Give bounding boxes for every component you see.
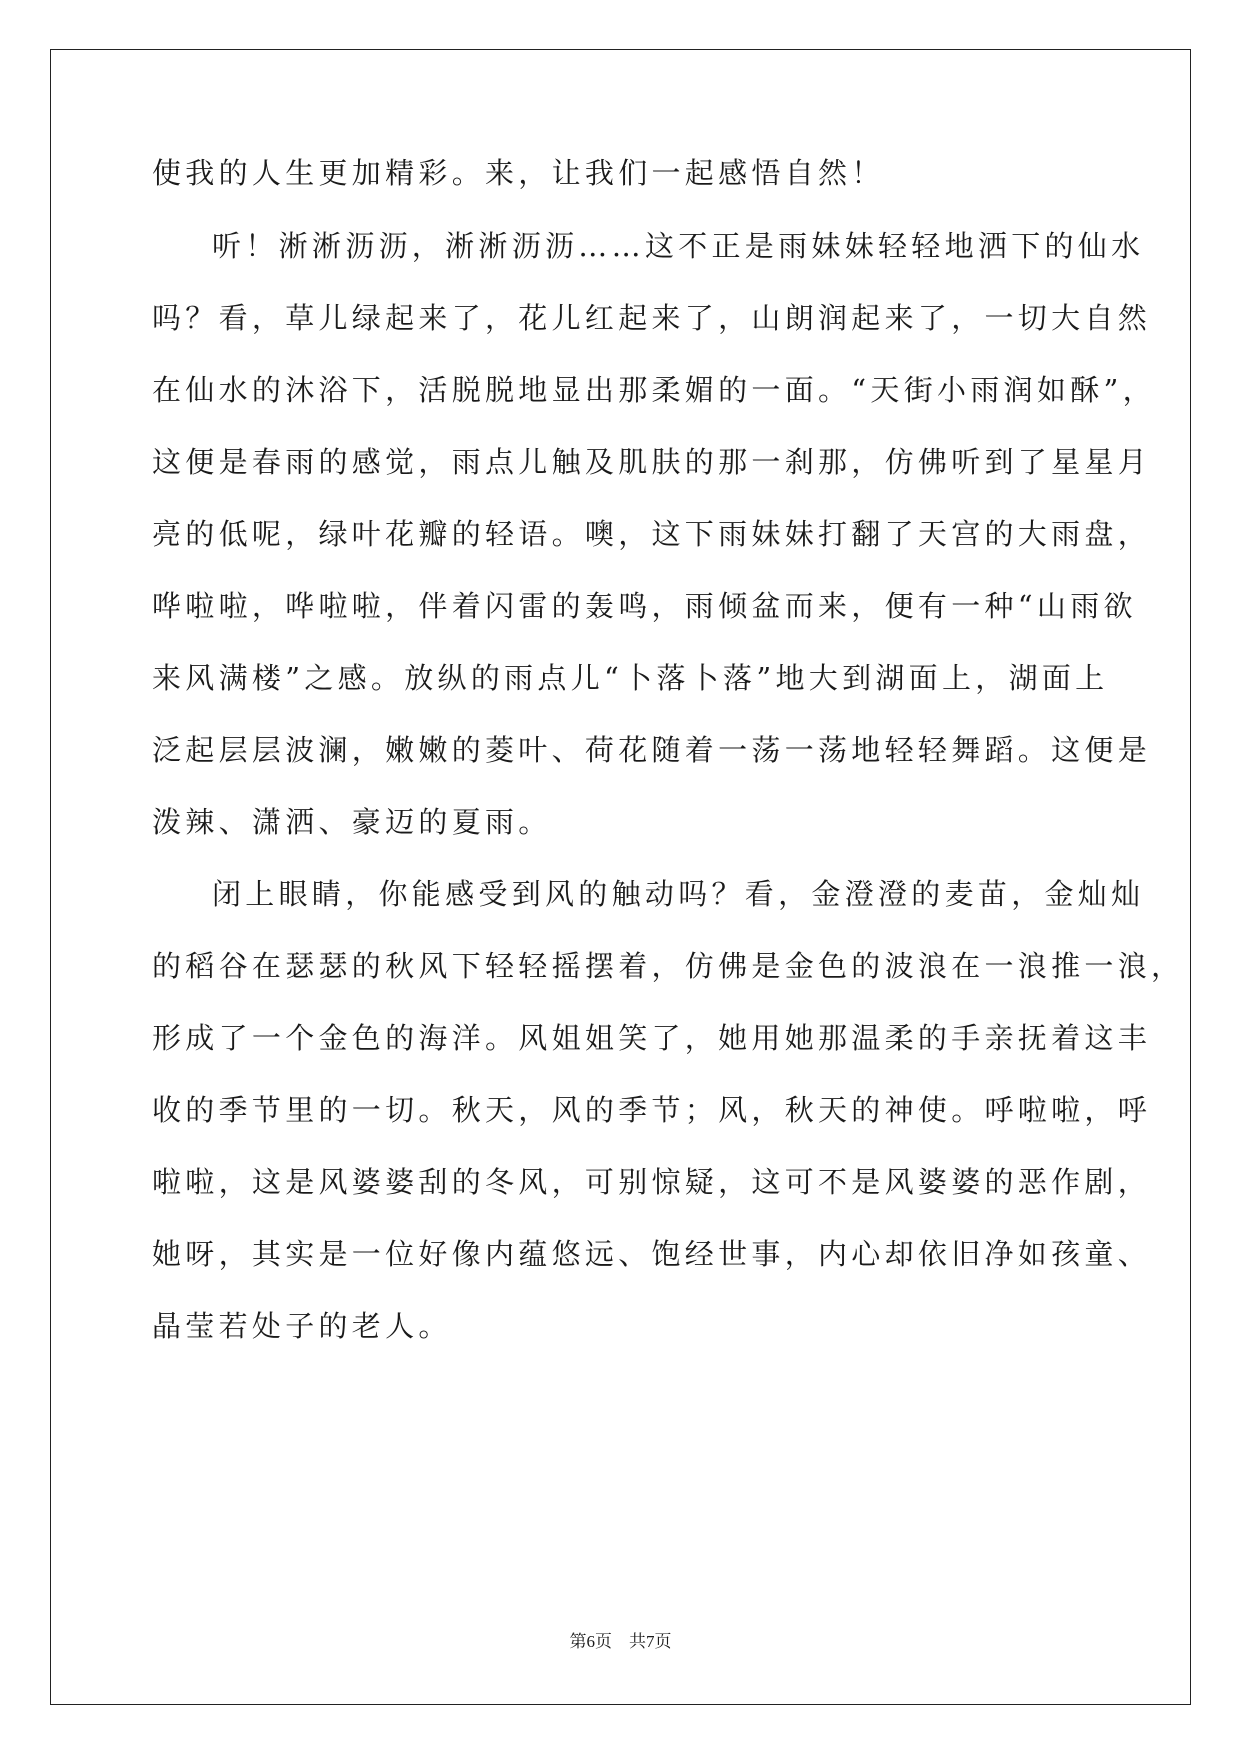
text-line: 晶莹若处子的老人。 <box>152 1309 452 1343</box>
text-line: 来风满楼”之感。放纵的雨点儿“卜落卜落”地大到湖面上，湖面上 <box>152 661 1109 695</box>
page-number-footer: 第6页 共7页 <box>569 1632 672 1651</box>
text-line: 泛起层层波澜，嫩嫩的菱叶、荷花随着一荡一荡地轻轻舞蹈。这便是 <box>152 733 1152 767</box>
text-line: 亮的低呢，绿叶花瓣的轻语。噢，这下雨妹妹打翻了天宫的大雨盘， <box>152 517 1152 551</box>
text-line: 在仙水的沐浴下，活脱脱地显出那柔媚的一面。“天街小雨润如酥”， <box>152 373 1156 407</box>
text-line: 的稻谷在瑟瑟的秋风下轻轻摇摆着，仿佛是金色的波浪在一浪推一浪， <box>152 949 1185 983</box>
text-line: 形成了一个金色的海洋。风姐姐笑了，她用她那温柔的手亲抚着这丰 <box>152 1021 1152 1055</box>
text-line: 收的季节里的一切。秋天，风的季节；风，秋天的神使。呼啦啦，呼 <box>152 1093 1152 1127</box>
text-line: 哗啦啦，哗啦啦，伴着闪雷的轰鸣，雨倾盆而来，便有一种“山雨欲 <box>152 589 1137 623</box>
text-line: 泼辣、潇洒、豪迈的夏雨。 <box>152 805 552 839</box>
text-line: 闭上眼睛，你能感受到风的触动吗？看，金澄澄的麦苗，金灿灿 <box>212 877 1145 911</box>
text-line: 吗？看，草儿绿起来了，花儿红起来了，山朗润起来了，一切大自然 <box>152 301 1152 335</box>
text-line: 使我的人生更加精彩。来，让我们一起感悟自然！ <box>152 156 885 190</box>
text-line: 啦啦，这是风婆婆刮的冬风，可别惊疑，这可不是风婆婆的恶作剧， <box>152 1165 1152 1199</box>
text-line: 她呀，其实是一位好像内蕴悠远、饱经世事，内心却依旧净如孩童、 <box>152 1237 1152 1271</box>
text-line: 听！淅淅沥沥，淅淅沥沥……这不正是雨妹妹轻轻地洒下的仙水 <box>212 229 1145 263</box>
text-line: 这便是春雨的感觉，雨点儿触及肌肤的那一刹那，仿佛听到了星星月 <box>152 445 1152 479</box>
